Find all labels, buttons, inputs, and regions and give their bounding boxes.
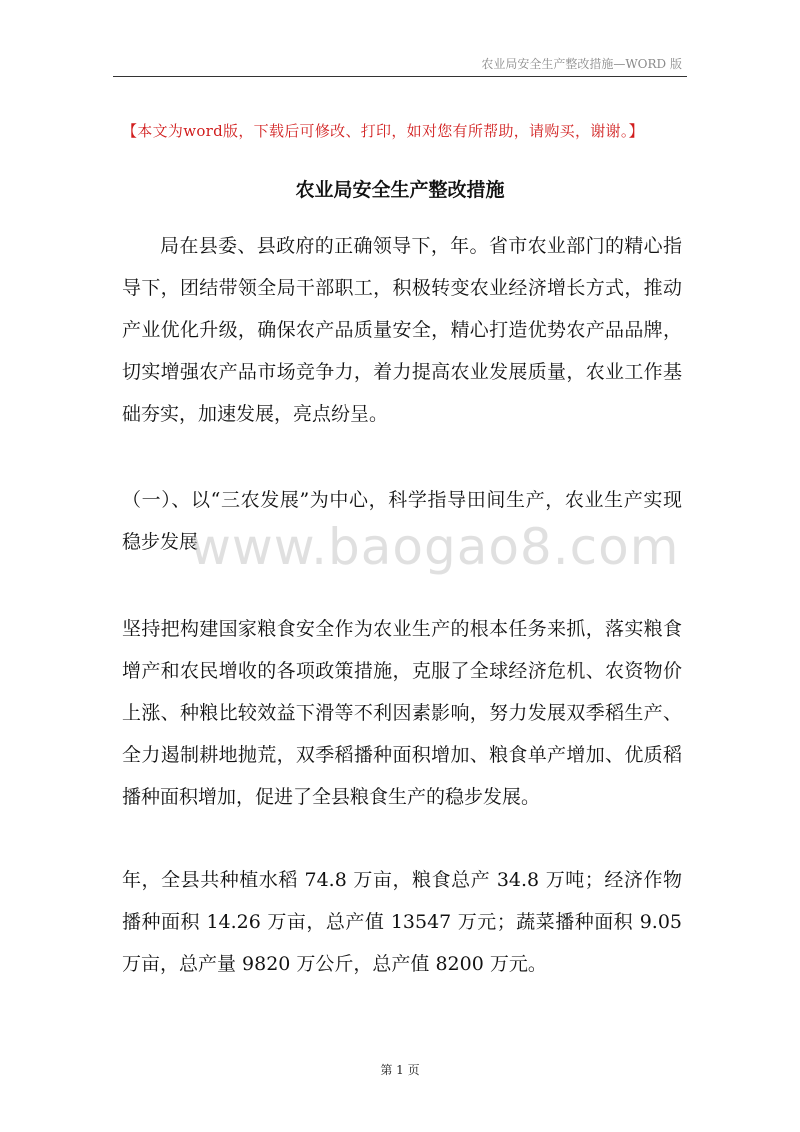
body-paragraph-statistics: 年，全县共种植水稻 74.8 万亩，粮食总产 34.8 万吨；经济作物播种面积 14.26 万亩，总产值 13547 万元；蔬菜播种面积 9.05 万亩，总产量 9820 万公斤，总产值 8200 万元。 [122,869,682,975]
body-paragraph-intro: 局在县委、县政府的正确领导下，年。省市农业部门的精心指导下，团结带领全局干部职工，积极转变农业经济增长方式，推动产业优化升级，确保农产品质量安全，精心打造优势农产品品牌，切实增强农产品市场竞争力，着力提高农业发展质量，农业工作基础夯实，加速发展，亮点纷呈。 [122,235,682,425]
page-number: 第 1 页 [380,1063,420,1077]
section-heading: （一）、以“三农发展”为中心，科学指导田间生产，农业生产实现稳步发展 [122,489,682,553]
running-header: 农业局安全生产整改措施—WORD 版 [481,57,682,71]
body-paragraph-grain: 坚持把构建国家粮食安全作为农业生产的根本任务来抓，落实粮食增产和农民增收的各项政策措施，克服了全球经济危机、农资物价上涨、种粮比较效益下滑等不利因素影响，努力发展双季稻生产、全力遏制耕地抛荒，双季稻播种面积增加、粮食单产增加、优质稻播种面积增加，促进了全县粮食生产的稳步发展。 [122,618,682,808]
watermark: www.baogao8.com [190,518,680,576]
purchase-notice: 【本文为word版，下载后可修改、打印，如对您有所帮助，请购买，谢谢。】 [122,122,644,140]
document-title: 农业局安全生产整改措施 [295,179,505,201]
header-rule [113,76,687,77]
